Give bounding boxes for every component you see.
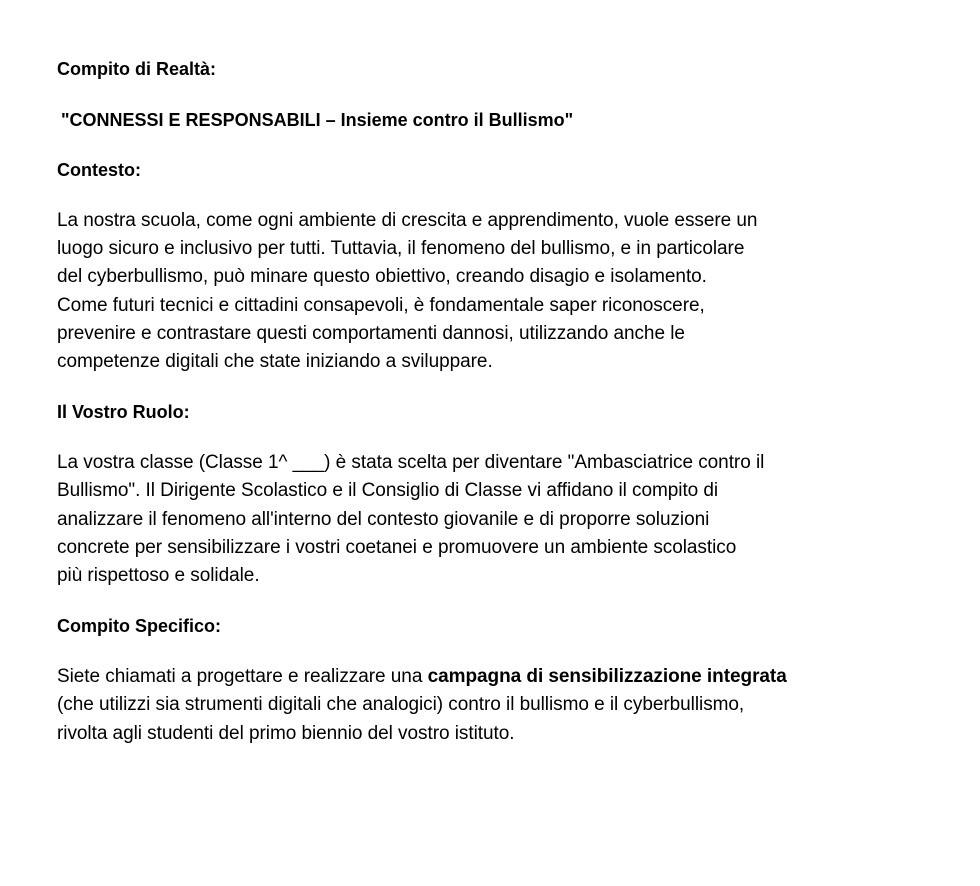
text-line: Come futuri tecnici e cittadini consapevoli, è fondamentale saper riconoscere, [57, 294, 705, 316]
paragraph-contesto [57, 207, 957, 376]
text-line: rivolta agli studenti del primo biennio del vostro istituto. [57, 722, 515, 744]
document-body [57, 55, 957, 748]
text-line: concrete per sensibilizzare i vostri coetanei e promuovere un ambiente scolastico [57, 536, 737, 558]
heading-compito-di-realta: Compito di Realtà: [57, 59, 217, 79]
text-line: competenze digitali che state iniziando a sviluppare. [57, 351, 493, 373]
heading-compito-specifico: Compito Specifico: [57, 616, 222, 637]
text-line: (che utilizzi sia strumenti digitali che analogici) contro il bullismo e il cyberbullismo, [57, 694, 745, 716]
text-line: analizzare il fenomeno all'interno del contesto giovanile e di proporre soluzioni [57, 508, 710, 530]
text-line: La nostra scuola, come ogni ambiente di crescita e apprendimento, vuole essere un [57, 210, 758, 231]
text-line [57, 663, 957, 691]
text-line: più rispettoso e solidale. [57, 565, 260, 587]
text-line: prevenire e contrastare questi comportamenti dannosi, utilizzando anche le [57, 322, 685, 344]
text-line: La vostra classe (Classe 1^ ___) è stata scelta per diventare "Ambasciatrice contro il [57, 452, 765, 474]
text-line: Bullismo". Il Dirigente Scolastico e il Consiglio di Classe vi affidano il compito di [57, 480, 719, 502]
document-title: "CONNESSI E RESPONSABILI – Insieme contro il Bullismo" [61, 110, 574, 130]
heading-il-vostro-ruolo: Il Vostro Ruolo: [57, 402, 190, 423]
heading-contesto: Contesto: [57, 160, 141, 180]
text-line: luogo sicuro e inclusivo per tutti. Tuttavia, il fenomeno del bullismo, e in particolare [57, 238, 745, 260]
paragraph-ruolo [57, 449, 957, 590]
bold-phrase-campagna: campagna di sensibilizzazione integrata [427, 666, 787, 688]
text-segment: Siete chiamati a progettare e realizzare una [57, 666, 428, 688]
text-line: del cyberbullismo, può minare questo obiettivo, creando disagio e isolamento. [57, 266, 707, 288]
paragraph-compito-specifico [57, 663, 957, 748]
